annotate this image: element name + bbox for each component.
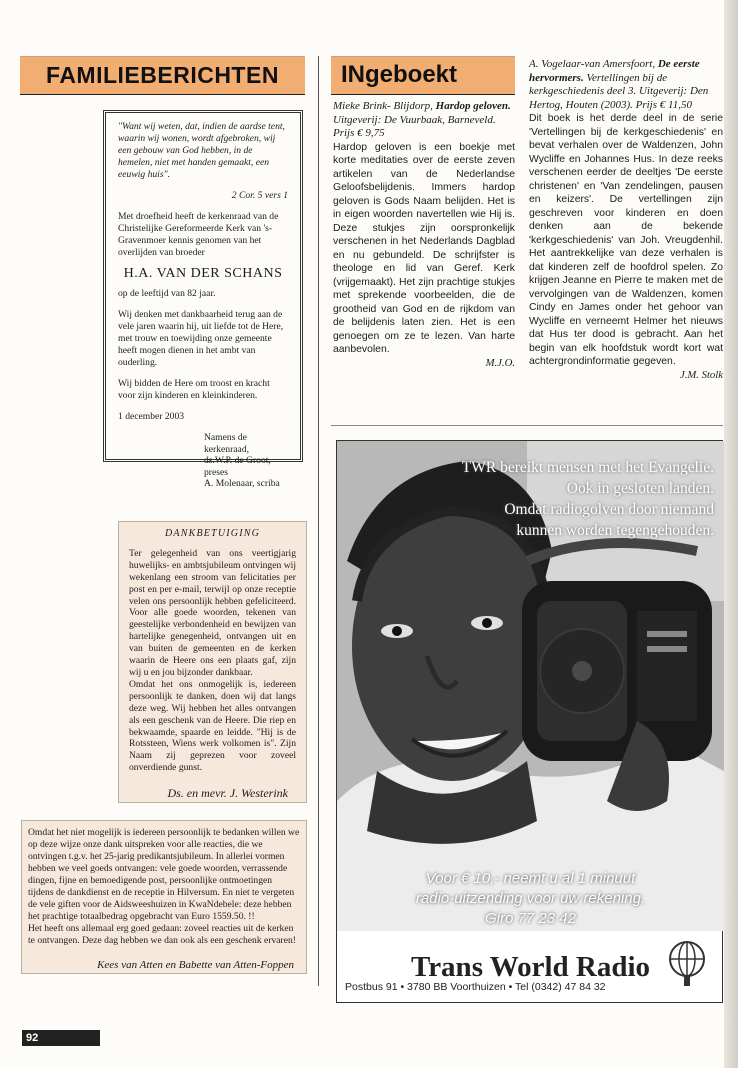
ad-offer-line-1: Voor € 10,- neemt u al 1 minuut xyxy=(425,870,636,887)
notice-signature xyxy=(118,432,288,490)
scan-edge xyxy=(724,0,738,1068)
signature-line-3: A. Molenaar, scriba xyxy=(204,478,280,489)
dankbetuiging-text-1: Ter gelegenheid van ons veertigjarig huwelijks- en ambtsjubileum ontvingen wij wekenlang een stroom van felicitaties per post en per e-mail, terwijl op onze receptie velen ons persoonlijk hebben gefeliciteerd. Voor alle goede woorden, tekenen van geestelijke verbondenheid en bewijzen van hartelijke genegenheid, ontvangen uit en van buiten de gemeenten en de kerken waarin de Heere ons een plaats gaf, zijn wij u en jou bijzonder dankbaar. xyxy=(129,547,296,678)
jubileum-thanks-box xyxy=(21,820,307,974)
twr-globe-logo-icon xyxy=(667,939,707,987)
death-notice xyxy=(103,110,303,489)
column-divider xyxy=(318,56,319,986)
ad-top-rule xyxy=(331,425,723,426)
notice-paragraph-1: Wij denken met dankbaarheid terug aan de vele jaren waarin hij, uit liefde tot de Here, met trouw en toewijding onze gemeente heeft mogen dienen in het ambt van ouderling. xyxy=(118,309,284,368)
review-hardop-geloven xyxy=(333,100,515,370)
ad-headline-line-2: Ook in gesloten landen. xyxy=(566,480,714,497)
review-2-author: A. Vogelaar-van Amersfoort, xyxy=(529,58,658,70)
ad-giro-number: Giro 77 23 42 xyxy=(485,910,576,927)
review-2-body: Dit boek is het derde deel in de serie 'Vertellingen bij de kerkgeschiedenis' en bevat verhalen over de Waldenzen, John Wycliffe en Johannes Hus. In deze reeks verschenen eerder de deeltjes 'De eerste christenen' en 'Van zendelingen, pausen en keizers'. De vertellingen zijn geschreven voor kinderen en doen denken aan de bekende 'kerkgeschiedenis' van Joh. Vreugdenhil. Het aantrekkelijke van deze verhalen is dat kinderen zelf de hoofdrol spelen. Zo krijgen Jeanne en Pierre te maken met de vervolgingen van de Waldenzen, komen Cindy en James onder het gehoor van Wycliffe en verneemt Helmer het nieuws dat Hus ter dood is gebracht. Aan het begin van elk hoofdstuk wordt kort wat achtergrondinformatie gegeven. xyxy=(529,113,723,368)
signature-line-2: ds.W.P. de Groot, preses xyxy=(204,455,271,478)
review-1-initials: M.J.O. xyxy=(485,356,515,369)
twr-brand-name: Trans World Radio xyxy=(411,951,651,983)
header-rule-middle xyxy=(331,94,515,95)
header-rule-left xyxy=(20,94,305,95)
jubileum-thanks-text-2: Het heeft ons allemaal erg goed gedaan: zoveel reacties uit de kerken te ontvangen. Deze dag hebben we dan ook als een geschenk ervaren! xyxy=(28,923,296,946)
review-2-publisher: Vertellingen bij de kerkgeschiedenis deel 3. Uitgeverij: Den Hertog, Houten (2003). Prijs € 11,50 xyxy=(529,71,709,111)
page-number: 92 xyxy=(22,1030,100,1046)
ad-headline xyxy=(462,457,714,541)
notice-age: op de leeftijd van 82 jaar. xyxy=(118,288,216,299)
twr-advertisement xyxy=(336,440,723,1003)
review-1-publisher: Uitgeverij: De Vuurbaak, Barneveld. Prijs € 9,75 xyxy=(333,113,496,140)
deceased-name: H.A. VAN DER SCHANS xyxy=(123,266,283,281)
review-eerste-hervormers xyxy=(529,58,723,382)
review-1-bibliography xyxy=(333,100,515,141)
dankbetuiging-box xyxy=(118,521,307,803)
review-2-title: De eerste hervormers. xyxy=(529,58,700,84)
review-2-initials: J.M. Stolk xyxy=(679,368,723,381)
notice-date: 1 december 2003 xyxy=(118,411,185,422)
dankbetuiging-title: DANKBETUIGING xyxy=(164,528,261,539)
dankbetuiging-text-2: Omdat het ons onmogelijk is, iedereen persoonlijk te danken, doen wij dat langs deze weg. Wij hebben het alles ontvangen als een geschenk van de Heere. Die riep en bekwaamde, spaarde en leidde. "Hij is de Rotssteen, Wiens werk volkomen is". Zijn Naam zij geprezen voor zoveel onverdiende gunst. xyxy=(129,678,296,774)
review-1-body: Hardop geloven is een boekje met korte meditaties over de eerste zeven artikelen van de Nederlandse Geloofsbelijdenis. Immers hardop geloven is Gods Naam belijden. Het is in eigen woorden navertellen wie Hij is. Deze stukjes zijn oorspronkelijk verschenen in het Nederlands Dagblad en nu gebundeld. De schrijfster is theologe en lid van Geref. Kerk (vrijgemaakt). Het zijn prachtige stukjes met sprekende voorbeelden, die de grootheid van God en de rijkdom van de belijdenis laten zien. Het is een genoegen om ze te lezen. Van harte aanbevolen. xyxy=(333,141,515,356)
ad-photo xyxy=(337,441,724,931)
jubileum-thanks-text-1: Omdat het niet mogelijk is iedereen persoonlijk te bedanken willen we op deze wijze onze dank uitspreken voor alle reacties, die we ontvingen t.g.v. het 25-jarig predikantsjubileum. In allerlei vormen hebben we veel goeds ontvangen: vele goede woorden, verrassende dingen, fijne en bemoedigende post, persoonlijke ontmoetingen tijdens de dankdienst en de receptie in Hilversum. En niet te vergeten de vele giften voor de Aidsweeshuizen in KwaNdebele: deze hebben het prachtige totaalbedrag opgebracht van Euro 1559.50. !! xyxy=(28,827,300,922)
notice-quote: "Want wij weten, dat, indien de aardse tent, waarin wij wonen, wordt afgebroken, wij een gebouw van God hebben, in de hemelen, niet met handen gemaakt, een eeuwig huis". xyxy=(118,121,285,180)
ad-offer-line-2: radio-uitzending voor uw rekening. xyxy=(415,890,646,907)
review-1-title: Hardop geloven. xyxy=(435,100,511,112)
notice-paragraph-2: Wij bidden de Here om troost en kracht voor zijn kinderen en kleinkinderen. xyxy=(118,378,270,401)
jubileum-thanks-signature: Kees van Atten en Babette van Atten-Foppen xyxy=(97,959,294,971)
notice-intro: Met droefheid heeft de kerkenraad van de Christelijke Gereformeerde Kerk van 's-Gravenmoer kennis genomen van het overlijden van broeder xyxy=(118,211,279,258)
notice-quote-ref: 2 Cor. 5 vers 1 xyxy=(231,190,288,201)
ad-headline-line-3: Omdat radiogolven door niemand xyxy=(504,501,714,518)
signature-line-1: Namens de kerkenraad, xyxy=(204,432,250,455)
twr-contact-line: Postbus 91 • 3780 BB Voorthuizen • Tel (0342) 47 84 32 xyxy=(345,981,606,993)
review-2-bibliography xyxy=(529,58,723,112)
ad-headline-line-4: kunnen worden tegengehouden. xyxy=(516,522,714,539)
dankbetuiging-signature: Ds. en mevr. J. Westerink xyxy=(167,786,288,801)
ad-offer xyxy=(337,869,724,929)
familieberichten-header: FAMILIEBERICHTEN xyxy=(20,56,305,95)
ad-headline-line-1: TWR bereikt mensen met het Evangelie. xyxy=(461,459,714,476)
ingeboekt-header: INgeboekt xyxy=(331,56,515,94)
review-1-author: Mieke Brink- Blijdorp, xyxy=(333,100,436,112)
